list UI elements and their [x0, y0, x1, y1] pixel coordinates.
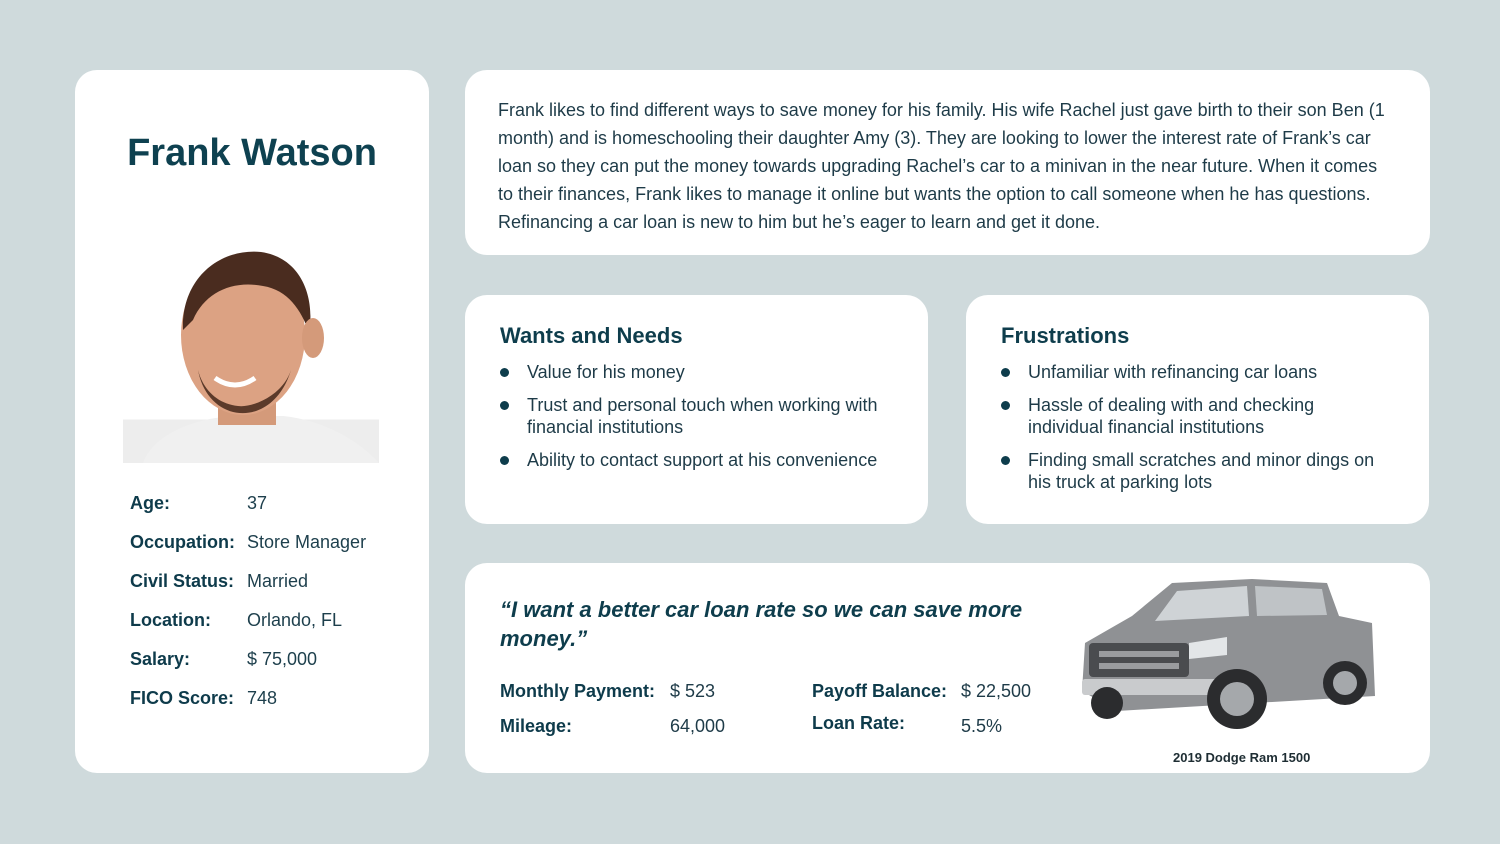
monthly-payment-label: Monthly Payment:	[500, 681, 656, 701]
fact-label: Location:	[130, 610, 211, 630]
fact-occupation	[130, 532, 366, 571]
fact-label: Occupation:	[130, 532, 236, 552]
bio-text: Frank likes to find different ways to save money for his family. His wife Rachel just gave birth to their son Ben (1 month) and is homeschooling their daughter Amy (3). They are looking to lower the interest rate of Frank’s car loan so they can put the money towards upgrading Rachel’s car to a minivan in the near future. When it comes to their finances, Frank likes to manage it online but wants the option to call someone when he has questions. Refinancing a car loan is new to him but he’s eager to learn and get it done.	[498, 100, 1385, 232]
fact-fico-score	[130, 688, 366, 727]
list-item: Value for his money	[500, 361, 893, 383]
loan-card	[465, 563, 1430, 773]
list-item: Hassle of dealing with and checking individual financial institutions	[1001, 394, 1394, 438]
persona-facts	[130, 493, 366, 727]
monthly-payment-value: $ 523	[670, 681, 716, 701]
profile-card	[75, 70, 429, 773]
fact-value: 748	[247, 688, 278, 708]
fact-salary	[130, 649, 366, 688]
wants-needs-card	[465, 295, 928, 524]
fact-label: Age:	[130, 493, 170, 513]
fact-value: 37	[247, 493, 268, 513]
fact-label: Civil Status:	[130, 571, 235, 591]
pickup-truck-icon	[1077, 571, 1377, 746]
list-item: Unfamiliar with refinancing car loans	[1001, 361, 1394, 383]
wants-needs-list	[500, 361, 893, 471]
mileage-value: 64,000	[670, 716, 726, 736]
loan-rate-value: 5.5%	[961, 716, 1003, 736]
list-item: Finding small scratches and minor dings on his truck at parking lots	[1001, 449, 1394, 493]
list-item: Trust and personal touch when working with financial institutions	[500, 394, 893, 438]
payoff-balance-label: Payoff Balance:	[812, 681, 948, 701]
payoff-balance-value: $ 22,500	[961, 681, 1032, 701]
fact-location	[130, 610, 366, 649]
fact-label: FICO Score:	[130, 688, 235, 708]
persona-quote: “I want a better car loan rate so we can save more money.”	[500, 597, 1023, 651]
fact-value: Store Manager	[247, 532, 367, 552]
bio-card	[465, 70, 1430, 255]
person-photo-icon	[123, 220, 379, 463]
persona-name: Frank Watson	[127, 132, 377, 174]
wants-needs-title: Wants and Needs	[500, 323, 683, 348]
vehicle-caption: 2019 Dodge Ram 1500	[1173, 750, 1311, 765]
fact-value: Married	[247, 571, 309, 591]
frustrations-title: Frustrations	[1001, 323, 1130, 348]
frustrations-list	[1001, 361, 1394, 493]
fact-label: Salary:	[130, 649, 191, 669]
fact-civil-status	[130, 571, 366, 610]
loan-rate-label: Loan Rate:	[812, 713, 906, 733]
list-item: Ability to contact support at his convenience	[500, 449, 893, 471]
fact-value: Orlando, FL	[247, 610, 343, 630]
mileage-label: Mileage:	[500, 716, 573, 736]
fact-value: $ 75,000	[247, 649, 318, 669]
fact-age	[130, 493, 366, 532]
frustrations-card	[966, 295, 1429, 524]
